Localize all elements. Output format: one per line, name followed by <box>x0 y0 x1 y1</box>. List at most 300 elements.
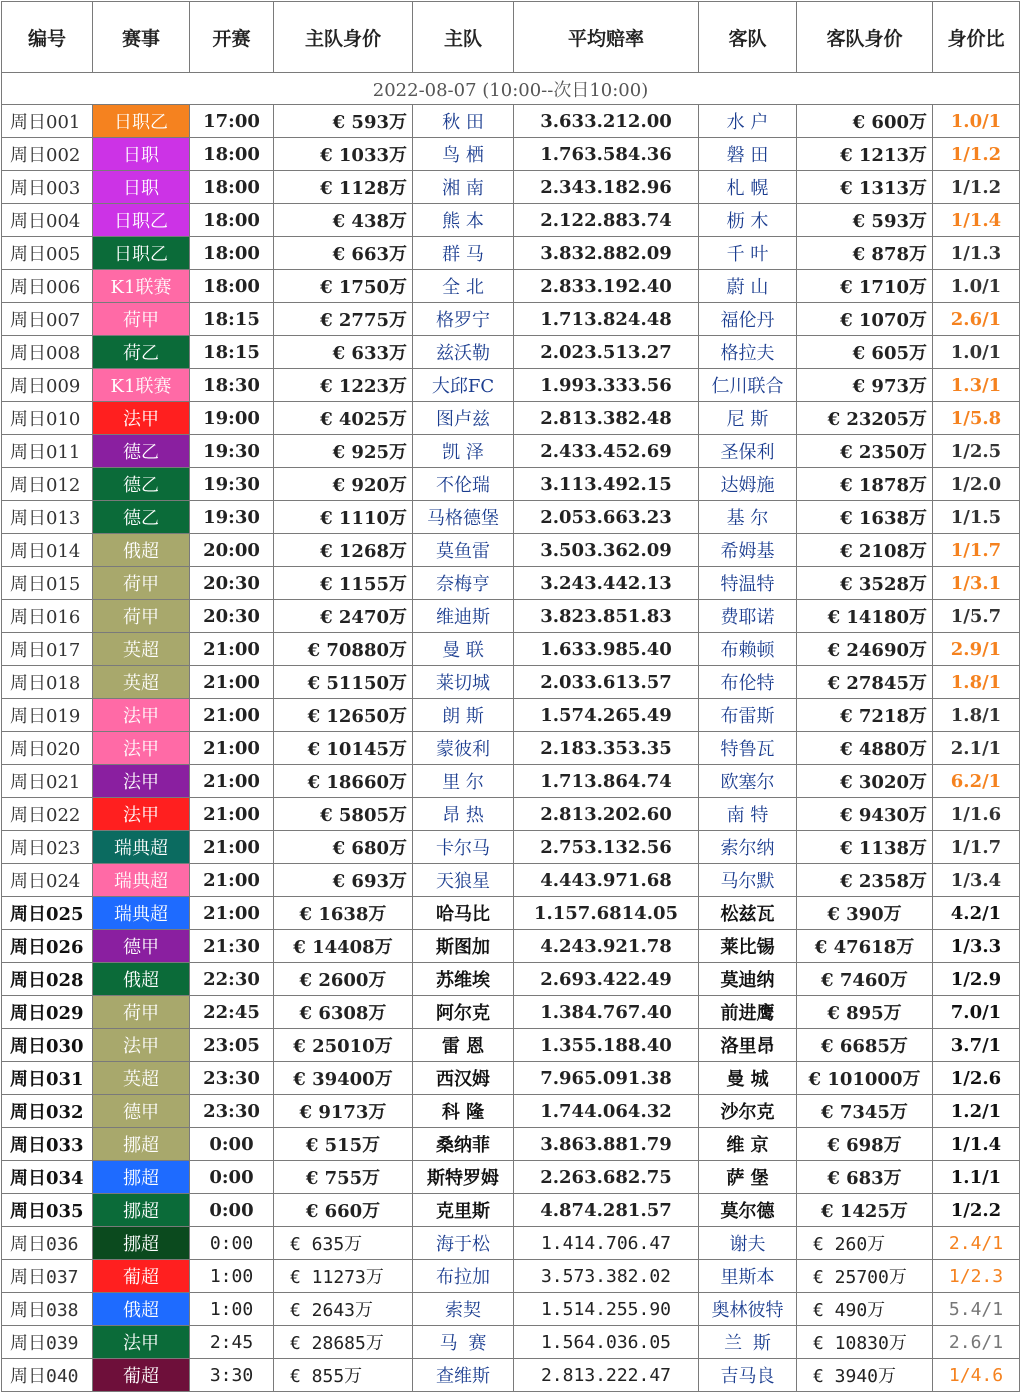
value-ratio: 4.2/1 <box>933 897 1020 930</box>
average-odds: 2.343.182.96 <box>514 171 699 204</box>
match-row <box>2 765 1020 798</box>
match-id: 周日020 <box>2 732 93 765</box>
match-row <box>2 402 1020 435</box>
match-row <box>2 1293 1020 1326</box>
away-team-value: € 3020万 <box>797 765 933 798</box>
match-row <box>2 468 1020 501</box>
average-odds: 3.823.851.83 <box>514 600 699 633</box>
match-id: 周日035 <box>2 1194 93 1227</box>
away-team-value: € 14180万 <box>797 600 933 633</box>
home-team-value: € 1033万 <box>274 138 413 171</box>
home-team: 斯特罗姆 <box>413 1161 514 1194</box>
away-team: 南 特 <box>699 798 797 831</box>
home-team-value: € 9173万 <box>274 1095 413 1128</box>
kickoff-time: 21:00 <box>190 897 274 930</box>
away-team-value: € 4880万 <box>797 732 933 765</box>
kickoff-time: 18:00 <box>190 204 274 237</box>
header-league: 赛事 <box>93 2 190 73</box>
away-team-value: € 260万 <box>797 1227 933 1260</box>
away-team-value: € 6685万 <box>797 1029 933 1062</box>
value-ratio: 1/5.8 <box>933 402 1020 435</box>
home-team: 马格德堡 <box>413 501 514 534</box>
home-team-value: € 70880万 <box>274 633 413 666</box>
league-badge: 日职乙 <box>93 105 190 138</box>
kickoff-time: 0:00 <box>190 1128 274 1161</box>
away-team-value: € 1070万 <box>797 303 933 336</box>
match-row <box>2 996 1020 1029</box>
value-ratio: 1/1.7 <box>933 534 1020 567</box>
away-team-value: € 1313万 <box>797 171 933 204</box>
home-team-value: € 51150万 <box>274 666 413 699</box>
match-row <box>2 171 1020 204</box>
away-team-value: € 23205万 <box>797 402 933 435</box>
home-team-value: € 593万 <box>274 105 413 138</box>
home-team-value: € 438万 <box>274 204 413 237</box>
away-team: 洛里昂 <box>699 1029 797 1062</box>
kickoff-time: 18:30 <box>190 369 274 402</box>
home-team-value: € 633万 <box>274 336 413 369</box>
match-row <box>2 798 1020 831</box>
average-odds: 1.414.706.47 <box>514 1227 699 1260</box>
away-team-value: € 24690万 <box>797 633 933 666</box>
away-team: 尼 斯 <box>699 402 797 435</box>
league-badge: 挪超 <box>93 1161 190 1194</box>
home-team: 群 马 <box>413 237 514 270</box>
away-team: 希姆基 <box>699 534 797 567</box>
value-ratio: 1/3.1 <box>933 567 1020 600</box>
home-team-value: € 680万 <box>274 831 413 864</box>
home-team-value: € 2775万 <box>274 303 413 336</box>
match-id: 周日024 <box>2 864 93 897</box>
match-row <box>2 1062 1020 1095</box>
value-ratio: 1/1.2 <box>933 138 1020 171</box>
value-ratio: 1.0/1 <box>933 270 1020 303</box>
home-team: 查维斯 <box>413 1359 514 1392</box>
match-id: 周日022 <box>2 798 93 831</box>
home-team: 桑纳菲 <box>413 1128 514 1161</box>
away-team: 布伦特 <box>699 666 797 699</box>
league-badge: 英超 <box>93 1062 190 1095</box>
away-team-value: € 25700万 <box>797 1260 933 1293</box>
away-team: 费耶诺 <box>699 600 797 633</box>
match-id: 周日021 <box>2 765 93 798</box>
average-odds: 3.633.212.00 <box>514 105 699 138</box>
match-row <box>2 1194 1020 1227</box>
average-odds: 1.564.036.05 <box>514 1326 699 1359</box>
away-team-value: € 1425万 <box>797 1194 933 1227</box>
match-row <box>2 303 1020 336</box>
value-ratio: 1.0/1 <box>933 336 1020 369</box>
match-row <box>2 1359 1020 1392</box>
value-ratio: 7.0/1 <box>933 996 1020 1029</box>
league-badge: 法甲 <box>93 798 190 831</box>
average-odds: 3.503.362.09 <box>514 534 699 567</box>
value-ratio: 1/1.3 <box>933 237 1020 270</box>
match-id: 周日004 <box>2 204 93 237</box>
value-ratio: 6.2/1 <box>933 765 1020 798</box>
away-team-value: € 2350万 <box>797 435 933 468</box>
home-team: 鸟 栖 <box>413 138 514 171</box>
match-row <box>2 732 1020 765</box>
league-badge: K1联赛 <box>93 270 190 303</box>
match-id: 周日031 <box>2 1062 93 1095</box>
home-team: 阿尔克 <box>413 996 514 1029</box>
away-team-value: € 605万 <box>797 336 933 369</box>
league-badge: 德乙 <box>93 468 190 501</box>
value-ratio: 2.4/1 <box>933 1227 1020 1260</box>
kickoff-time: 3:30 <box>190 1359 274 1392</box>
home-team: 苏维埃 <box>413 963 514 996</box>
away-team: 特温特 <box>699 567 797 600</box>
match-id: 周日025 <box>2 897 93 930</box>
away-team-value: € 1213万 <box>797 138 933 171</box>
home-team: 奈梅亨 <box>413 567 514 600</box>
away-team: 特鲁瓦 <box>699 732 797 765</box>
home-team-value: € 12650万 <box>274 699 413 732</box>
value-ratio: 1/2.5 <box>933 435 1020 468</box>
away-team: 奥林彼特 <box>699 1293 797 1326</box>
kickoff-time: 19:00 <box>190 402 274 435</box>
kickoff-time: 21:00 <box>190 831 274 864</box>
league-badge: 瑞典超 <box>93 831 190 864</box>
away-team-value: € 7345万 <box>797 1095 933 1128</box>
away-team: 福伦丹 <box>699 303 797 336</box>
away-team-value: € 895万 <box>797 996 933 1029</box>
match-id: 周日034 <box>2 1161 93 1194</box>
away-team-value: € 683万 <box>797 1161 933 1194</box>
away-team: 萨 堡 <box>699 1161 797 1194</box>
away-team-value: € 698万 <box>797 1128 933 1161</box>
match-id: 周日040 <box>2 1359 93 1392</box>
home-team-value: € 25010万 <box>274 1029 413 1062</box>
value-ratio: 2.6/1 <box>933 303 1020 336</box>
match-id: 周日033 <box>2 1128 93 1161</box>
kickoff-time: 21:00 <box>190 666 274 699</box>
value-ratio: 1.8/1 <box>933 699 1020 732</box>
match-row <box>2 831 1020 864</box>
match-row <box>2 864 1020 897</box>
away-team: 沙尔克 <box>699 1095 797 1128</box>
home-team: 马 赛 <box>413 1326 514 1359</box>
away-team: 枥 木 <box>699 204 797 237</box>
away-team: 欧塞尔 <box>699 765 797 798</box>
value-ratio: 1/2.9 <box>933 963 1020 996</box>
match-id: 周日019 <box>2 699 93 732</box>
away-team: 兰 斯 <box>699 1326 797 1359</box>
match-row <box>2 237 1020 270</box>
home-team: 蒙彼利 <box>413 732 514 765</box>
home-team: 里 尔 <box>413 765 514 798</box>
match-id: 周日018 <box>2 666 93 699</box>
away-team-value: € 973万 <box>797 369 933 402</box>
away-team: 莫尔德 <box>699 1194 797 1227</box>
away-team-value: € 3528万 <box>797 567 933 600</box>
away-team: 圣保利 <box>699 435 797 468</box>
header-away-team: 客队 <box>699 2 797 73</box>
home-team-value: € 855万 <box>274 1359 413 1392</box>
away-team-value: € 1138万 <box>797 831 933 864</box>
match-id: 周日037 <box>2 1260 93 1293</box>
home-team-value: € 5805万 <box>274 798 413 831</box>
match-row <box>2 270 1020 303</box>
kickoff-time: 23:30 <box>190 1095 274 1128</box>
value-ratio: 1/1.6 <box>933 798 1020 831</box>
away-team: 松兹瓦 <box>699 897 797 930</box>
league-badge: 法甲 <box>93 1326 190 1359</box>
home-team: 维迪斯 <box>413 600 514 633</box>
match-row <box>2 1227 1020 1260</box>
away-team-value: € 878万 <box>797 237 933 270</box>
home-team: 凯 泽 <box>413 435 514 468</box>
match-row <box>2 567 1020 600</box>
average-odds: 4.243.921.78 <box>514 930 699 963</box>
away-team-value: € 7460万 <box>797 963 933 996</box>
home-team: 海于松 <box>413 1227 514 1260</box>
away-team: 达姆施 <box>699 468 797 501</box>
value-ratio: 1/4.6 <box>933 1359 1020 1392</box>
value-ratio: 5.4/1 <box>933 1293 1020 1326</box>
league-badge: 德乙 <box>93 435 190 468</box>
away-team: 莫迪纳 <box>699 963 797 996</box>
kickoff-time: 1:00 <box>190 1260 274 1293</box>
average-odds: 2.693.422.49 <box>514 963 699 996</box>
away-team: 磐 田 <box>699 138 797 171</box>
average-odds: 2.263.682.75 <box>514 1161 699 1194</box>
average-odds: 1.157.6814.05 <box>514 897 699 930</box>
away-team: 曼 城 <box>699 1062 797 1095</box>
away-team: 莱比锡 <box>699 930 797 963</box>
home-team: 斯图加 <box>413 930 514 963</box>
average-odds: 7.965.091.38 <box>514 1062 699 1095</box>
away-team-value: € 600万 <box>797 105 933 138</box>
home-team-value: € 18660万 <box>274 765 413 798</box>
average-odds: 2.813.202.60 <box>514 798 699 831</box>
average-odds: 2.033.613.57 <box>514 666 699 699</box>
home-team: 格罗宁 <box>413 303 514 336</box>
kickoff-time: 1:00 <box>190 1293 274 1326</box>
league-badge: 荷甲 <box>93 600 190 633</box>
average-odds: 1.384.767.40 <box>514 996 699 1029</box>
kickoff-time: 18:00 <box>190 171 274 204</box>
match-row <box>2 1326 1020 1359</box>
league-badge: 荷甲 <box>93 567 190 600</box>
match-row <box>2 963 1020 996</box>
home-team-value: € 1223万 <box>274 369 413 402</box>
average-odds: 3.863.881.79 <box>514 1128 699 1161</box>
average-odds: 2.183.353.35 <box>514 732 699 765</box>
value-ratio: 2.6/1 <box>933 1326 1020 1359</box>
home-team: 莫鱼雷 <box>413 534 514 567</box>
away-team: 蔚 山 <box>699 270 797 303</box>
value-ratio: 1/2.2 <box>933 1194 1020 1227</box>
kickoff-time: 0:00 <box>190 1194 274 1227</box>
home-team-value: € 6308万 <box>274 996 413 1029</box>
average-odds: 2.833.192.40 <box>514 270 699 303</box>
match-id: 周日028 <box>2 963 93 996</box>
league-badge: 荷乙 <box>93 336 190 369</box>
home-team: 全 北 <box>413 270 514 303</box>
value-ratio: 1/5.7 <box>933 600 1020 633</box>
away-team-value: € 2358万 <box>797 864 933 897</box>
away-team: 基 尔 <box>699 501 797 534</box>
away-team-value: € 2108万 <box>797 534 933 567</box>
kickoff-time: 21:00 <box>190 864 274 897</box>
home-team-value: € 755万 <box>274 1161 413 1194</box>
kickoff-time: 18:00 <box>190 237 274 270</box>
kickoff-time: 0:00 <box>190 1161 274 1194</box>
home-team-value: € 660万 <box>274 1194 413 1227</box>
home-team-value: € 1750万 <box>274 270 413 303</box>
league-badge: 法甲 <box>93 765 190 798</box>
match-row <box>2 534 1020 567</box>
home-team-value: € 2600万 <box>274 963 413 996</box>
average-odds: 3.832.882.09 <box>514 237 699 270</box>
league-badge: K1联赛 <box>93 369 190 402</box>
header-home-value: 主队身价 <box>274 2 413 73</box>
match-row <box>2 1161 1020 1194</box>
average-odds: 2.813.382.48 <box>514 402 699 435</box>
league-badge: 日职 <box>93 171 190 204</box>
header-home-team: 主队 <box>413 2 514 73</box>
match-id: 周日015 <box>2 567 93 600</box>
league-badge: 瑞典超 <box>93 864 190 897</box>
away-team: 仁川联合 <box>699 369 797 402</box>
kickoff-time: 22:45 <box>190 996 274 1029</box>
value-ratio: 1/1.7 <box>933 831 1020 864</box>
away-team: 吉马良 <box>699 1359 797 1392</box>
average-odds: 1.744.064.32 <box>514 1095 699 1128</box>
home-team: 熊 本 <box>413 204 514 237</box>
away-team: 布赖顿 <box>699 633 797 666</box>
match-id: 周日029 <box>2 996 93 1029</box>
match-row <box>2 897 1020 930</box>
league-badge: 日职乙 <box>93 204 190 237</box>
match-id: 周日003 <box>2 171 93 204</box>
home-team: 克里斯 <box>413 1194 514 1227</box>
league-badge: 葡超 <box>93 1359 190 1392</box>
value-ratio: 1.1/1 <box>933 1161 1020 1194</box>
match-id: 周日026 <box>2 930 93 963</box>
value-ratio: 3.7/1 <box>933 1029 1020 1062</box>
away-team: 前进鹰 <box>699 996 797 1029</box>
league-badge: 挪超 <box>93 1227 190 1260</box>
home-team-value: € 4025万 <box>274 402 413 435</box>
value-ratio: 1.2/1 <box>933 1095 1020 1128</box>
match-id: 周日023 <box>2 831 93 864</box>
match-id: 周日005 <box>2 237 93 270</box>
header-avg-odds: 平均赔率 <box>514 2 699 73</box>
value-ratio: 1/1.4 <box>933 204 1020 237</box>
home-team-value: € 925万 <box>274 435 413 468</box>
average-odds: 2.813.222.47 <box>514 1359 699 1392</box>
away-team: 水 户 <box>699 105 797 138</box>
match-id: 周日038 <box>2 1293 93 1326</box>
home-team-value: € 1638万 <box>274 897 413 930</box>
kickoff-time: 19:30 <box>190 468 274 501</box>
kickoff-time: 0:00 <box>190 1227 274 1260</box>
average-odds: 1.355.188.40 <box>514 1029 699 1062</box>
match-row <box>2 435 1020 468</box>
kickoff-time: 20:30 <box>190 567 274 600</box>
match-row <box>2 204 1020 237</box>
away-team-value: € 1638万 <box>797 501 933 534</box>
kickoff-time: 17:00 <box>190 105 274 138</box>
average-odds: 3.113.492.15 <box>514 468 699 501</box>
match-row <box>2 1029 1020 1062</box>
league-badge: 德甲 <box>93 1095 190 1128</box>
date-range: 2022-08-07 (10:00--次日10:00) <box>2 73 1020 105</box>
away-team: 札 幌 <box>699 171 797 204</box>
kickoff-time: 23:30 <box>190 1062 274 1095</box>
average-odds: 3.243.442.13 <box>514 567 699 600</box>
match-row <box>2 138 1020 171</box>
away-team-value: € 1878万 <box>797 468 933 501</box>
league-badge: 法甲 <box>93 699 190 732</box>
home-team-value: € 28685万 <box>274 1326 413 1359</box>
home-team-value: € 2643万 <box>274 1293 413 1326</box>
away-team: 维 京 <box>699 1128 797 1161</box>
home-team-value: € 635万 <box>274 1227 413 1260</box>
average-odds: 2.433.452.69 <box>514 435 699 468</box>
home-team-value: € 2470万 <box>274 600 413 633</box>
header-value-ratio: 身价比 <box>933 2 1020 73</box>
away-team-value: € 9430万 <box>797 798 933 831</box>
value-ratio: 1.0/1 <box>933 105 1020 138</box>
away-team-value: € 3940万 <box>797 1359 933 1392</box>
away-team-value: € 10830万 <box>797 1326 933 1359</box>
header-row <box>2 2 1020 73</box>
kickoff-time: 18:15 <box>190 303 274 336</box>
home-team: 雷 恩 <box>413 1029 514 1062</box>
match-id: 周日009 <box>2 369 93 402</box>
away-team-value: € 27845万 <box>797 666 933 699</box>
kickoff-time: 18:00 <box>190 270 274 303</box>
home-team: 卡尔马 <box>413 831 514 864</box>
home-team-value: € 10145万 <box>274 732 413 765</box>
kickoff-time: 19:30 <box>190 501 274 534</box>
value-ratio: 2.9/1 <box>933 633 1020 666</box>
league-badge: 荷甲 <box>93 303 190 336</box>
match-row <box>2 369 1020 402</box>
average-odds: 2.023.513.27 <box>514 336 699 369</box>
home-team-value: € 1268万 <box>274 534 413 567</box>
match-id: 周日010 <box>2 402 93 435</box>
home-team: 图卢兹 <box>413 402 514 435</box>
match-id: 周日016 <box>2 600 93 633</box>
value-ratio: 1/2.6 <box>933 1062 1020 1095</box>
league-badge: 俄超 <box>93 534 190 567</box>
match-id: 周日017 <box>2 633 93 666</box>
match-id: 周日014 <box>2 534 93 567</box>
home-team-value: € 920万 <box>274 468 413 501</box>
home-team: 莱切城 <box>413 666 514 699</box>
value-ratio: 1/2.3 <box>933 1260 1020 1293</box>
average-odds: 1.574.265.49 <box>514 699 699 732</box>
home-team-value: € 1155万 <box>274 567 413 600</box>
home-team-value: € 1128万 <box>274 171 413 204</box>
date-range-row <box>2 73 1020 105</box>
home-team-value: € 39400万 <box>274 1062 413 1095</box>
match-id: 周日012 <box>2 468 93 501</box>
average-odds: 1.633.985.40 <box>514 633 699 666</box>
home-team: 昂 热 <box>413 798 514 831</box>
away-team-value: € 1710万 <box>797 270 933 303</box>
value-ratio: 1.8/1 <box>933 666 1020 699</box>
home-team: 索契 <box>413 1293 514 1326</box>
home-team: 大邱FC <box>413 369 514 402</box>
home-team: 哈马比 <box>413 897 514 930</box>
match-row <box>2 501 1020 534</box>
